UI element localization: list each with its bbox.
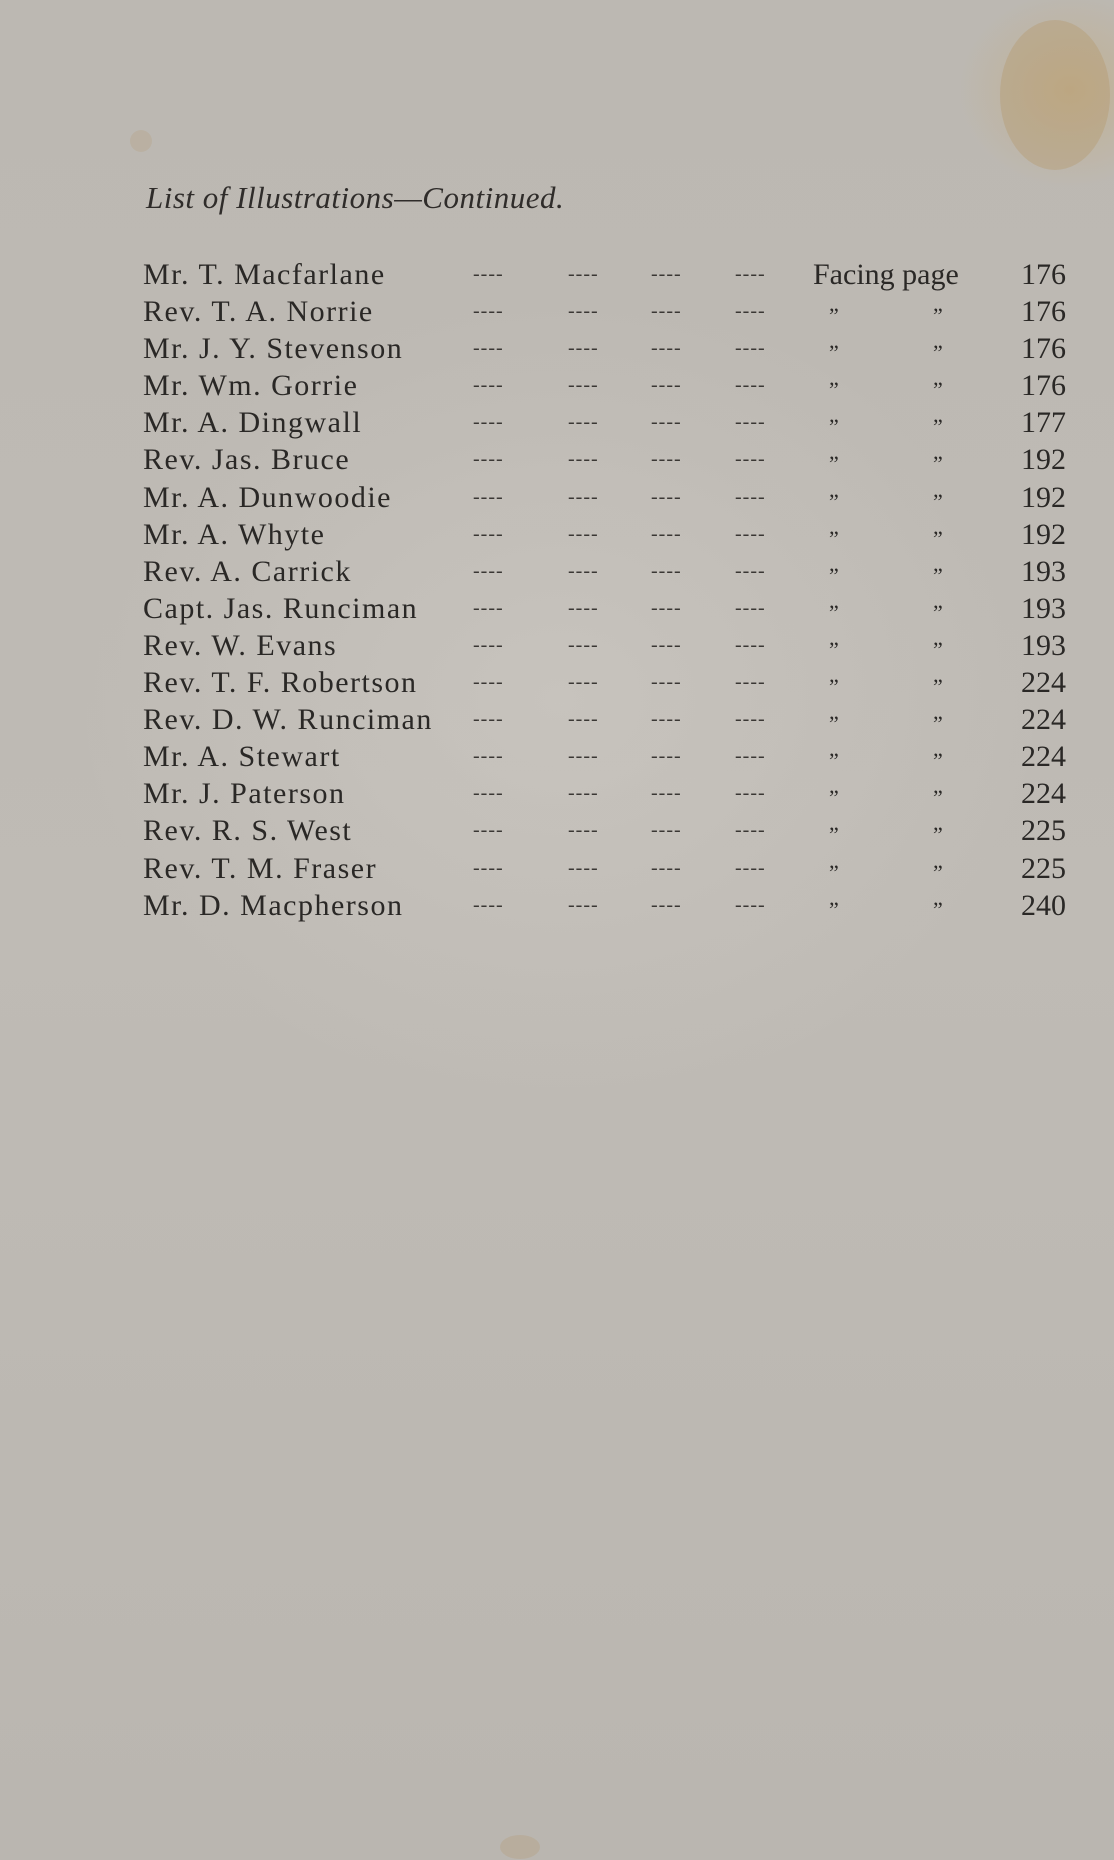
dot-leader: ---- [568,633,599,656]
ditto-mark: ” [829,377,839,403]
ditto-mark: ” [829,711,839,737]
list-item [143,441,1068,478]
facing-page-label: Facing page [813,258,959,291]
ditto-mark: ” [933,859,943,885]
ditto-mark: ” [829,488,839,514]
page-number: 177 [1021,406,1066,440]
ditto-mark: ” [829,340,839,366]
illustration-name: Mr. T. Macfarlane [143,258,386,291]
dot-leader: ---- [473,559,504,582]
ditto-mark: ” [829,636,839,662]
ditto-mark: ” [933,451,943,477]
dot-leader: ---- [735,337,766,360]
illustration-name: Rev. A. Carrick [143,554,352,588]
ditto-mark: ” [829,562,839,588]
dot-leader: ---- [735,819,766,842]
dot-leader: ---- [651,263,682,285]
dot-leader: ---- [735,300,766,323]
ditto-mark: ” [829,674,839,700]
dot-leader: ---- [568,411,599,434]
dot-leader: ---- [735,633,766,656]
ditto-mark: ” [933,785,943,811]
list-item [143,330,1068,367]
list-item [143,887,1068,924]
dot-leader: ---- [568,522,599,545]
illustration-name: Mr. A. Dingwall [143,406,363,440]
dot-leader: ---- [568,893,599,916]
dot-leader: ---- [735,411,766,434]
dot-leader: ---- [568,671,599,694]
ditto-mark: ” [829,785,839,811]
page-number: 193 [1021,591,1066,625]
page-number: 224 [1021,666,1066,700]
page-heading: List of Illustrations—Continued. [146,180,565,215]
dot-leader: ---- [568,374,599,397]
illustration-name: Mr. A. Whyte [143,517,326,551]
dot-leader: ---- [735,596,766,619]
page-number: 176 [1021,295,1066,329]
dot-leader: ---- [568,448,599,471]
ditto-mark: ” [933,340,943,366]
dot-leader: ---- [735,374,766,397]
dot-leader: ---- [568,263,599,285]
dot-leader: ---- [473,893,504,916]
ditto-mark: ” [933,711,943,737]
ditto-mark: ” [829,525,839,551]
illustration-name: Rev. R. S. West [143,814,353,848]
dot-leader: ---- [473,745,504,768]
dot-leader: ---- [651,596,682,619]
dot-leader: ---- [568,782,599,805]
dot-leader: ---- [473,819,504,842]
dot-leader: ---- [651,374,682,397]
dot-leader: ---- [473,708,504,731]
dot-leader: ---- [651,337,682,360]
illustration-name: Rev. W. Evans [143,628,338,662]
page-number: 193 [1021,628,1066,662]
page-number: 176 [1021,369,1066,403]
illustration-list [143,256,1068,924]
ditto-mark: ” [933,414,943,440]
ditto-mark: ” [933,599,943,625]
list-item [143,812,1068,849]
dot-leader: ---- [735,559,766,582]
dot-leader: ---- [651,300,682,323]
dot-leader: ---- [568,337,599,360]
page-number: 225 [1021,814,1066,848]
foxing-stain [1000,20,1110,170]
ditto-mark: ” [933,748,943,774]
dot-leader: ---- [473,448,504,471]
ditto-mark: ” [829,414,839,440]
page-number: 225 [1021,851,1066,885]
ditto-mark: ” [829,599,839,625]
illustration-name: Rev. Jas. Bruce [143,443,351,477]
dot-leader: ---- [651,559,682,582]
dot-leader: ---- [651,708,682,731]
dot-leader: ---- [473,522,504,545]
dot-leader: ---- [473,782,504,805]
dot-leader: ---- [473,633,504,656]
ditto-mark: ” [933,822,943,848]
dot-leader: ---- [473,337,504,360]
illustration-name: Mr. A. Stewart [143,740,341,774]
ditto-mark: ” [933,562,943,588]
dot-leader: ---- [651,411,682,434]
dot-leader: ---- [735,745,766,768]
illustration-name: Mr. J. Y. Stevenson [143,332,404,366]
list-item [143,404,1068,441]
ditto-mark: ” [829,859,839,885]
page-number: 176 [1021,258,1066,291]
illustration-name: Rev. D. W. Runciman [143,703,433,737]
dot-leader: ---- [651,745,682,768]
dot-leader: ---- [735,263,766,285]
dot-leader: ---- [473,300,504,323]
foxing-stain [130,130,152,152]
illustration-name: Rev. T. F. Robertson [143,666,418,700]
dot-leader: ---- [473,596,504,619]
list-item [143,850,1068,887]
list-item [143,590,1068,627]
dot-leader: ---- [651,633,682,656]
page-number: 192 [1021,517,1066,551]
dot-leader: ---- [473,411,504,434]
ditto-mark: ” [933,525,943,551]
page-number: 224 [1021,703,1066,737]
foxing-stain [500,1835,540,1859]
dot-leader: ---- [568,819,599,842]
list-item [143,738,1068,775]
dot-leader: ---- [735,522,766,545]
ditto-mark: ” [829,451,839,477]
illustration-name: Capt. Jas. Runciman [143,591,419,625]
list-item [143,516,1068,553]
ditto-mark: ” [933,674,943,700]
ditto-mark: ” [933,636,943,662]
dot-leader: ---- [735,856,766,879]
dot-leader: ---- [651,671,682,694]
page-number: 176 [1021,332,1066,366]
page-number: 224 [1021,740,1066,774]
illustration-name: Rev. T. A. Norrie [143,295,374,329]
page-number: 192 [1021,443,1066,477]
ditto-mark: ” [829,896,839,922]
dot-leader: ---- [568,596,599,619]
dot-leader: ---- [651,819,682,842]
ditto-mark: ” [829,748,839,774]
dot-leader: ---- [473,374,504,397]
page-number: 192 [1021,480,1066,514]
dot-leader: ---- [473,856,504,879]
dot-leader: ---- [651,485,682,508]
list-item [143,256,1068,293]
ditto-mark: ” [829,303,839,329]
dot-leader: ---- [735,893,766,916]
dot-leader: ---- [568,559,599,582]
list-item [143,775,1068,812]
list-item [143,479,1068,516]
dot-leader: ---- [473,485,504,508]
dot-leader: ---- [651,782,682,805]
dot-leader: ---- [568,745,599,768]
dot-leader: ---- [651,448,682,471]
ditto-mark: ” [933,896,943,922]
illustration-name: Mr. J. Paterson [143,777,346,811]
list-item [143,701,1068,738]
dot-leader: ---- [735,671,766,694]
dot-leader: ---- [473,671,504,694]
dot-leader: ---- [651,522,682,545]
dot-leader: ---- [473,263,504,285]
list-item [143,664,1068,701]
dot-leader: ---- [735,448,766,471]
dot-leader: ---- [735,708,766,731]
illustration-name: Rev. T. M. Fraser [143,851,378,885]
page-number: 193 [1021,554,1066,588]
page-number: 224 [1021,777,1066,811]
dot-leader: ---- [568,300,599,323]
dot-leader: ---- [651,893,682,916]
dot-leader: ---- [651,856,682,879]
dot-leader: ---- [735,485,766,508]
list-item [143,627,1068,664]
illustration-name: Mr. D. Macpherson [143,888,404,922]
list-item [143,293,1068,330]
dot-leader: ---- [568,856,599,879]
ditto-mark: ” [829,822,839,848]
list-item [143,553,1068,590]
illustration-name: Mr. Wm. Gorrie [143,369,359,403]
page-number: 240 [1021,888,1066,922]
illustration-name: Mr. A. Dunwoodie [143,480,392,514]
ditto-mark: ” [933,303,943,329]
dot-leader: ---- [568,708,599,731]
dot-leader: ---- [568,485,599,508]
list-item [143,367,1068,404]
dot-leader: ---- [735,782,766,805]
ditto-mark: ” [933,488,943,514]
ditto-mark: ” [933,377,943,403]
